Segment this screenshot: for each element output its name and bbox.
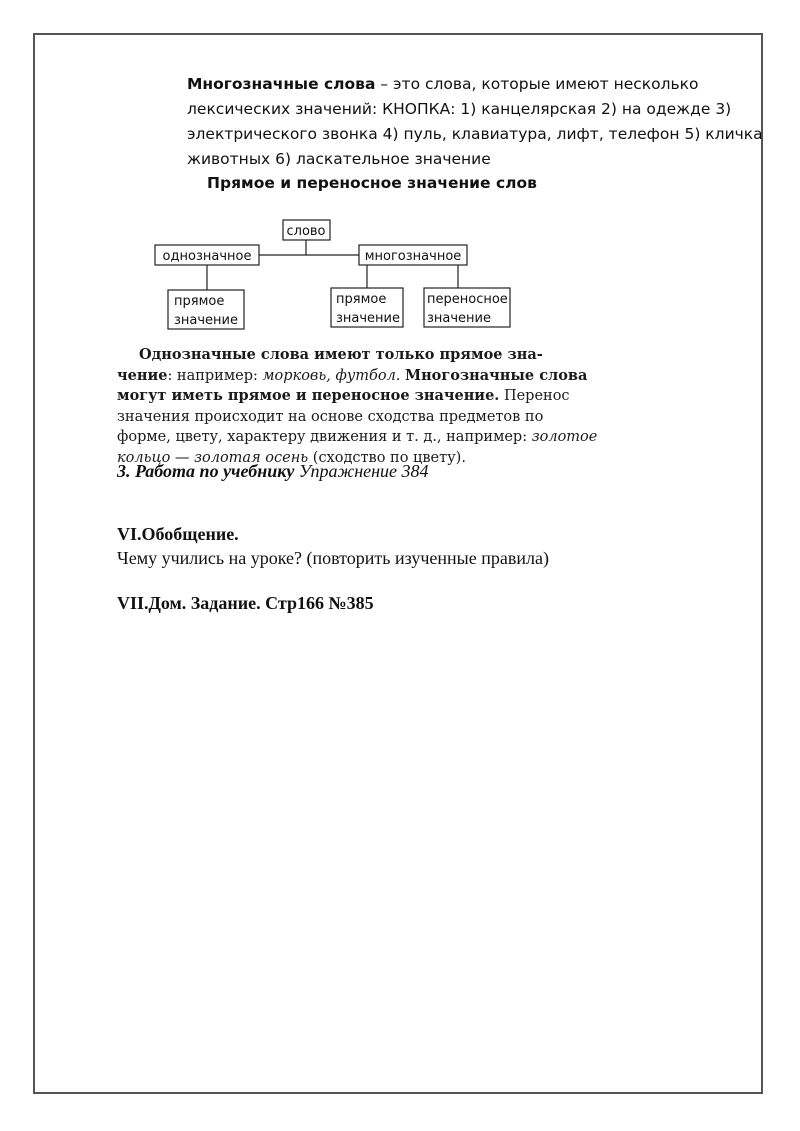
intro-paragraph (187, 72, 767, 172)
diagram-left: однозначное (162, 249, 252, 264)
task-title: 3. Работа по учебнику (117, 461, 295, 481)
excerpt-text: Перенос (499, 388, 570, 404)
excerpt-line (117, 407, 542, 428)
excerpt-line (117, 427, 598, 448)
diagram-leaf-left-1: прямое (174, 294, 225, 309)
excerpt-text: могут иметь прямое и переносное значение. (117, 387, 500, 404)
task-exercise: Упражнение 384 (294, 461, 429, 481)
word-meaning-diagram (150, 215, 520, 335)
excerpt-text: : например: (167, 367, 263, 384)
diagram-leaf-mid-1: прямое (336, 292, 387, 307)
excerpt-text: (сходство по цвету). (308, 449, 466, 466)
excerpt-line (117, 366, 588, 387)
diagram-leaf-right-2: значение (427, 311, 492, 326)
homework-title: VII.Дом. Задание. Стр166 №385 (117, 593, 374, 613)
excerpt-text: чение (117, 366, 168, 384)
excerpt-text: Многозначные слова (405, 366, 588, 384)
intro-term: Многозначные слова (187, 75, 376, 93)
excerpt-line (117, 345, 542, 366)
textbook-excerpt (117, 345, 598, 466)
section-heading: Прямое и переносное значение слов (207, 174, 537, 192)
intro-definition: – это слова, которые имеют несколько лексических значений: КНОПКА: 1) канцелярская 2) на одежде 3) электрического звонка 4) пуль, клавиатура, лифт, телефон 5) кличка животных 6) ласкательное значение (187, 75, 763, 168)
summary-title: VI.Обобщение. (117, 524, 239, 544)
excerpt-text: золотое (531, 429, 598, 445)
diagram-leaf-left-2: значение (174, 313, 239, 328)
excerpt-text: форме, цвету, характеру движения и т. д., например: (117, 429, 532, 445)
summary-text: Чему учились на уроке? (повторить изученные правила) (117, 548, 549, 568)
excerpt-line (117, 386, 570, 407)
diagram-right: многозначное (364, 249, 462, 264)
diagram-leaf-right-1: переносное (427, 292, 508, 307)
diagram-root: слово (286, 224, 326, 239)
excerpt-text: кольцо — золотая осень (117, 449, 309, 466)
textbook-task (117, 461, 429, 482)
excerpt-text: морковь, футбол. (262, 367, 406, 384)
excerpt-text: Однозначные слова имеют только прямое зна- (139, 346, 543, 363)
diagram-leaf-mid-2: значение (336, 311, 401, 326)
excerpt-text: значения происходит на основе сходства предметов по (117, 408, 544, 425)
